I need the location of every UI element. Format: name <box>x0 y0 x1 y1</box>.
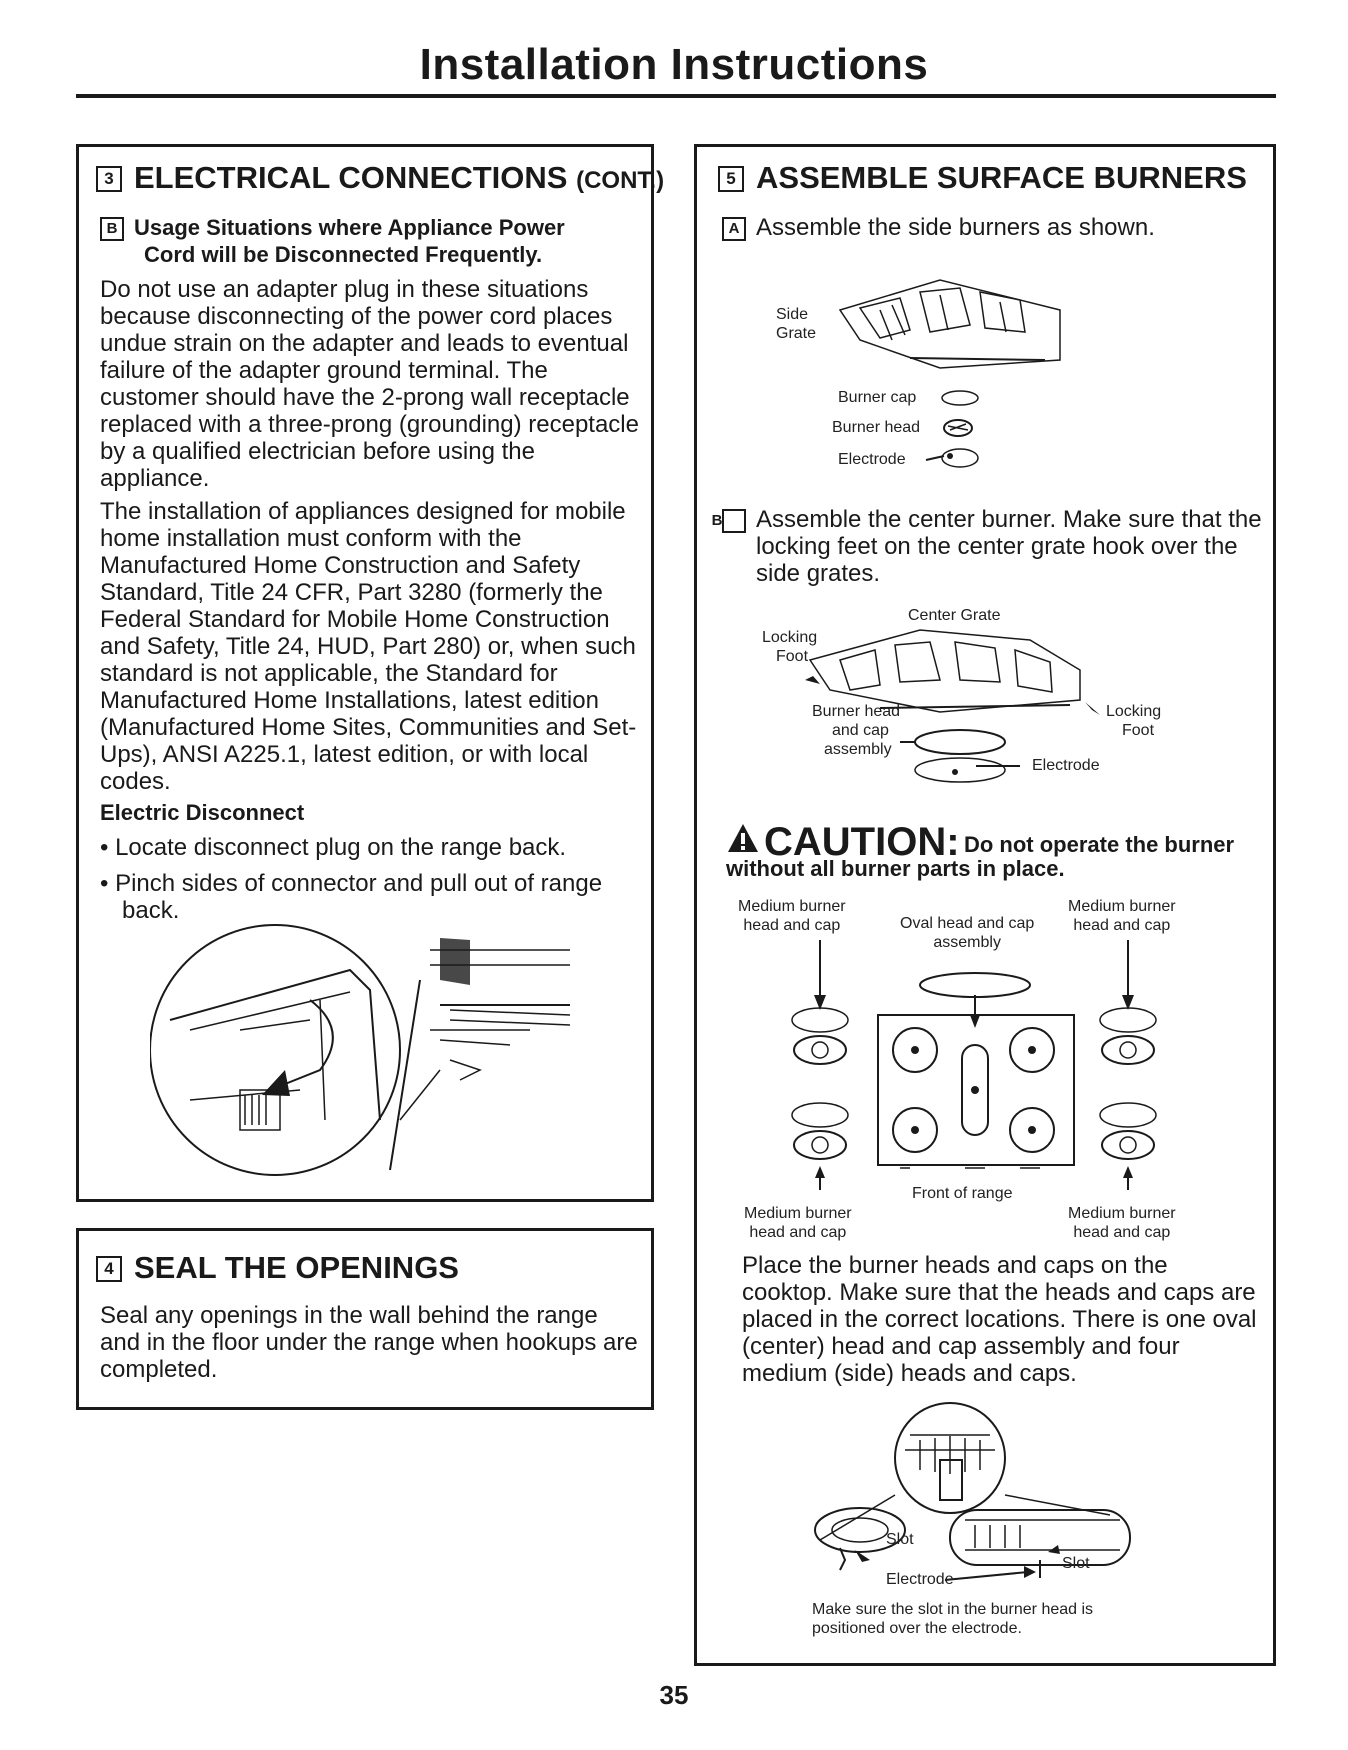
burners-section-heading <box>718 160 1247 196</box>
seal-paragraph: Seal any openings in the wall behind the range and in the floor under the range when hookups are completed. <box>100 1302 638 1383</box>
electrode-label: Electrode <box>838 451 906 468</box>
seal-title: SEAL THE OPENINGS <box>134 1250 459 1285</box>
cooktop-layout-illustration <box>760 940 1180 1190</box>
step-a-text <box>722 214 1262 241</box>
page-title: Installation Instructions <box>419 40 929 89</box>
bullet-text: Locate disconnect plug on the range back. <box>115 834 567 861</box>
subsection-badge: B <box>100 217 124 241</box>
section-number-badge: 4 <box>96 1256 122 1282</box>
step-badge: A <box>722 217 746 241</box>
step-a-label: Assemble the side burners as shown. <box>756 214 1155 241</box>
medium-burner-top-left-label: Medium burner head and cap <box>738 898 846 934</box>
caution-text: Do not operate the burner <box>963 832 1235 857</box>
adapter-paragraph: Do not use an adapter plug in these situations because disconnecting of the power cord places undue strain on the adapter and leads to eventual failure of the adapter ground terminal. The customer should have the 2-prong wall receptacle replaced with a three-prong (grounding) receptacle by a qualified electrician before using the appliance. <box>100 276 639 492</box>
usage-subheading-line1: Usage Situations where Appliance Power <box>134 215 565 240</box>
usage-subheading-line2: Cord will be Disconnected Frequently. <box>144 242 543 267</box>
caution-text-line2: without all burner parts in place. <box>726 856 1065 881</box>
locking-foot-left-label: Locking Foot <box>762 629 818 665</box>
locking-foot-right-label: Locking Foot <box>1106 703 1162 739</box>
mobile-home-paragraph: The installation of appliances designed for mobile home installation must conform with the Manufactured Home Construction and Safety Standard, Title 24 CFR, Part 3280 (formerly the Federal Standard for Mobile Home Construction and Safety, Title 24, HUD, Part 280) or, when such standard is not applicable, the Standard for Manufactured Home Installations, latest edition (Manufactured Home Sites, Communities and Set-Ups), ANSI A225.1, latest edition, or with local codes. <box>100 498 637 795</box>
usage-subheading <box>100 214 640 268</box>
burner-head-label: Burner head <box>832 419 921 436</box>
electrode-bottom-label: Electrode <box>886 1571 954 1588</box>
slot-caption: Make sure the slot in the burner head is positioned over the electrode. <box>812 1601 1094 1637</box>
center-electrode-label: Electrode <box>1032 757 1100 774</box>
step-badge: B <box>722 509 746 533</box>
step-b-label: Assemble the center burner. Make sure that the locking feet on the center grate hook over the side grates. <box>756 506 1262 587</box>
warning-icon <box>726 822 760 854</box>
bullet-item: • Pinch sides of connector and pull out of range back. <box>100 870 603 924</box>
caution-word: CAUTION: <box>764 820 960 864</box>
step-b-text <box>711 506 1267 587</box>
bullet-item: • Locate disconnect plug on the range back. <box>100 834 567 861</box>
seal-section-heading <box>96 1250 459 1286</box>
center-grate-label: Center Grate <box>908 607 1001 624</box>
title-rule <box>76 94 1276 98</box>
medium-burner-bottom-left-label: Medium burner head and cap <box>744 1205 852 1241</box>
side-burner-illustration <box>820 270 1080 470</box>
section-number-badge: 3 <box>96 166 122 192</box>
disconnect-plug-illustration <box>150 920 590 1180</box>
oval-head-label: Oval head and cap assembly <box>900 915 1035 951</box>
electrical-title-cont: (CONT.) <box>576 167 665 194</box>
slot-right-label: Slot <box>1062 1555 1090 1572</box>
electrical-section-heading <box>96 160 664 196</box>
page-number: 35 <box>659 1680 689 1710</box>
side-grate-label: Side Grate <box>776 306 817 342</box>
front-of-range-label: Front of range <box>912 1185 1013 1202</box>
medium-burner-top-right-label: Medium burner head and cap <box>1068 898 1176 934</box>
medium-burner-bottom-right-label: Medium burner head and cap <box>1068 1205 1176 1241</box>
burner-head-assembly-label: Burner head and cap assembly <box>812 703 901 758</box>
burners-title: ASSEMBLE SURFACE BURNERS <box>756 160 1247 195</box>
bullet-text: Pinch sides of connector and pull out of range back. <box>115 870 603 924</box>
section-number-badge: 5 <box>718 166 744 192</box>
slot-left-label: Slot <box>886 1531 914 1548</box>
electric-disconnect-heading: Electric Disconnect <box>100 800 305 825</box>
electrical-title: ELECTRICAL CONNECTIONS <box>134 160 568 195</box>
place-heads-paragraph: Place the burner heads and caps on the cooktop. Make sure that the heads and caps are placed in the correct locations. There is one oval (center) head and cap assembly and four medium (side) heads and caps. <box>742 1252 1257 1387</box>
burner-cap-label: Burner cap <box>838 389 917 406</box>
